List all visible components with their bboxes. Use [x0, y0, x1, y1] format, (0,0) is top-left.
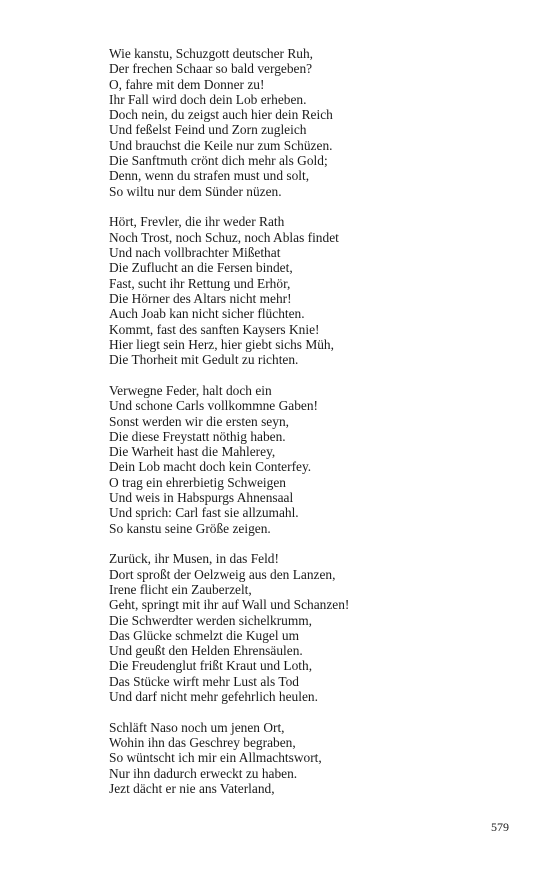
poem-line: Die Freudenglut frißt Kraut und Loth,: [109, 658, 313, 674]
poem-line: Verwegne Feder, halt doch ein: [109, 382, 272, 398]
poem-line: O, fahre mit dem Donner zu!: [109, 76, 265, 92]
poem-line: Und darf nicht mehr gefehrlich heulen.: [109, 689, 318, 705]
poem-line: Doch nein, du zeigst auch hier dein Reich: [109, 107, 333, 123]
stanza-3: [109, 383, 509, 536]
stanza-4: [109, 551, 509, 704]
poem-line: Irene flicht ein Zauberzelt,: [109, 582, 252, 597]
poem-text: [109, 46, 509, 812]
poem-line: Und feßelst Feind und Zorn zugleich: [109, 122, 307, 138]
poem-line: Ihr Fall wird doch dein Lob erheben.: [109, 91, 307, 107]
poem-line: Und nach vollbrachter Mißethat: [109, 245, 281, 261]
poem-line: Und brauchst die Keile nur zum Schüzen.: [109, 137, 333, 153]
stanza-2: [109, 214, 509, 367]
poem-line: Noch Trost, noch Schuz, noch Ablas findet: [109, 229, 339, 245]
poem-line: Denn, wenn du strafen must und solt,: [109, 168, 310, 184]
poem-line: So wüntscht ich mir ein Allmachtswort,: [109, 750, 322, 766]
poem-line: Und geußt den Helden Ehrensäulen.: [109, 643, 303, 659]
poem-line: Sonst werden wir die ersten seyn,: [109, 413, 289, 429]
poem-line: Hier liegt sein Herz, hier giebt sichs Müh,: [109, 336, 334, 352]
poem-line: Hört, Frevler, die ihr weder Rath: [109, 214, 285, 230]
poem-line: Geht, springt mit ihr auf Wall und Schanzen!: [109, 597, 350, 613]
poem-line: Die diese Freystatt nöthig haben.: [109, 428, 286, 444]
poem-line: Die Sanftmuth crönt dich mehr als Gold;: [109, 153, 328, 169]
poem-line: Wohin ihn das Geschrey begraben,: [109, 735, 296, 751]
poem-line: Wie kanstu, Schuzgott deutscher Ruh,: [109, 46, 313, 61]
page-number: 579: [491, 820, 509, 834]
poem-line: Die Warheit hast die Mahlerey,: [109, 444, 276, 460]
stanza-1: [109, 46, 509, 199]
poem-line: Nur ihn dadurch erweckt zu haben.: [109, 765, 298, 781]
poem-line: Und weis in Habspurgs Ahnensaal: [109, 490, 294, 506]
poem-line: Schläft Naso noch um jenen Ort,: [109, 719, 285, 735]
poem-line: So kanstu seine Größe zeigen.: [109, 520, 271, 536]
poem-line: Jezt dächt er nie ans Vaterland,: [109, 781, 275, 797]
poem-line: Der frechen Schaar so bald vergeben?: [109, 61, 313, 77]
poem-line: Dort sproßt der Oelzweig aus den Lanzen,: [109, 566, 336, 582]
poem-line: Zurück, ihr Musen, in das Feld!: [109, 551, 279, 567]
poem-line: Und schone Carls vollkommne Gaben!: [109, 398, 318, 414]
poem-line: Die Schwerdter werden sichelkrumm,: [109, 612, 313, 628]
poem-line: So wiltu nur dem Sünder nüzen.: [109, 183, 282, 199]
poem-line: Die Zuflucht an die Fersen bindet,: [109, 260, 293, 276]
stanza-5: [109, 720, 509, 796]
poem-line: Die Hörner des Altars nicht mehr!: [109, 290, 292, 306]
poem-line: Dein Lob macht doch kein Conterfey.: [109, 459, 312, 475]
poem-line: O trag ein ehrerbietig Schweigen: [109, 474, 286, 490]
poem-line: Die Thorheit mit Gedult zu richten.: [109, 352, 299, 368]
poem-line: Fast, sucht ihr Rettung und Erhör,: [109, 275, 291, 291]
poem-line: Das Stücke wirft mehr Lust als Tod: [109, 673, 299, 689]
poem-line: Und sprich: Carl fast sie allzumahl.: [109, 505, 299, 521]
poem-line: Das Glücke schmelzt die Kugel um: [109, 627, 300, 643]
poem-line: Auch Joab kan nicht sicher flüchten.: [109, 306, 305, 322]
poem-line: Kommt, fast des sanften Kaysers Knie!: [109, 321, 320, 337]
